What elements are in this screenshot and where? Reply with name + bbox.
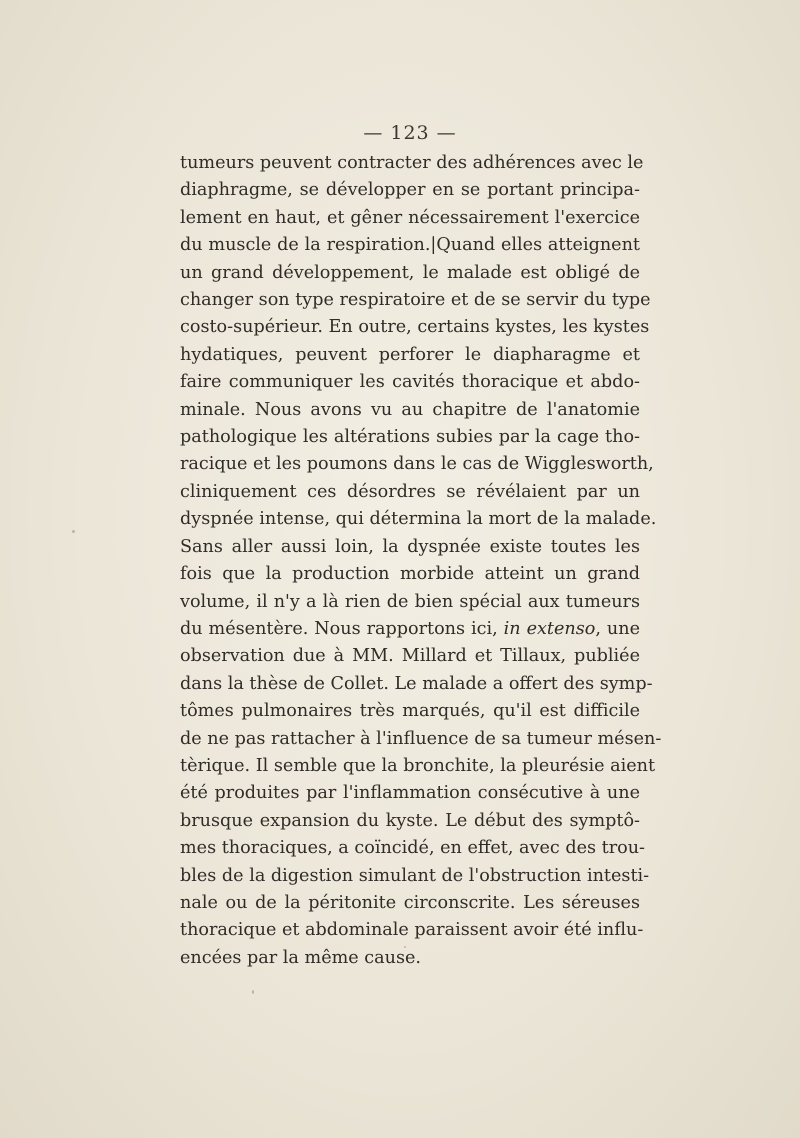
text-line: cliniquement ces désordres se révélaient par un xyxy=(180,481,640,502)
text-line-last: encées par la même cause. xyxy=(180,947,421,968)
text-line: nale ou de la péritonite circonscrite. Les séreuses xyxy=(180,892,640,913)
text-line: pathologique les altérations subies par la cage tho- xyxy=(180,427,640,448)
text-line-with-italic xyxy=(180,616,640,643)
text-line: un grand développement, le malade est obligé de xyxy=(180,262,640,283)
text-line: brusque expansion du kyste. Le début des symptô- xyxy=(180,810,640,831)
text-line: volume, il n'y a là rien de bien spécial aux tumeurs xyxy=(180,591,640,612)
text-line: tèrique. Il semble que la bronchite, la pleurésie aient xyxy=(180,755,656,776)
text-line: faire communiquer les cavités thoracique et abdo- xyxy=(180,372,640,393)
text-line: costo-supérieur. En outre, certains kystes, les kystes xyxy=(180,317,650,338)
text-line: racique et les poumons dans le cas de Wigglesworth, xyxy=(180,454,654,475)
text-line: Sans aller aussi loin, la dyspnée existe toutes les xyxy=(180,536,640,557)
text-line: hydatiques, peuvent perforer le diapharagme et xyxy=(180,344,640,365)
text-line: fois que la production morbide atteint un grand xyxy=(180,564,640,585)
paper-speck xyxy=(404,946,406,948)
italic-phrase: in extenso xyxy=(503,618,596,639)
text-line: lement en haut, et gêner nécessairement l'exercice xyxy=(180,207,640,228)
text-line: observation due à MM. Millard et Tillaux, publiée xyxy=(180,646,640,667)
text-line: dyspnée intense, qui détermina la mort de la malade. xyxy=(180,509,657,530)
text-line: bles de la digestion simulant de l'obstruction intesti- xyxy=(180,865,650,886)
paper-speck xyxy=(72,530,75,533)
text-line: changer son type respiratoire et de se servir du type xyxy=(180,290,651,311)
body-text xyxy=(180,150,662,972)
text-line: minale. Nous avons vu au chapitre de l'anatomie xyxy=(180,399,640,420)
text-line: du muscle de la respiration.|Quand elles atteignent xyxy=(180,235,640,256)
text-line: mes thoraciques, a coïncidé, en effet, avec des trou- xyxy=(180,838,645,859)
text-line: tômes pulmonaires très marqués, qu'il est difficile xyxy=(180,701,640,722)
text-line: thoracique et abdominale paraissent avoir été influ- xyxy=(180,920,644,941)
paper-speck xyxy=(252,990,254,994)
text-segment: , une xyxy=(595,618,640,639)
text-line: de ne pas rattacher à l'influence de sa tumeur mésen- xyxy=(180,728,662,749)
page-number: — 123 — xyxy=(363,122,457,144)
text-line: diaphragme, se développer en se portant principa- xyxy=(180,180,640,201)
text-line: tumeurs peuvent contracter des adhérences avec le xyxy=(180,153,644,173)
text-segment: du mésentère. Nous rapportons ici, xyxy=(180,618,504,639)
text-line: dans la thèse de Collet. Le malade a offert des symp- xyxy=(180,673,653,694)
text-line: été produites par l'inflammation consécutive à une xyxy=(180,783,640,804)
